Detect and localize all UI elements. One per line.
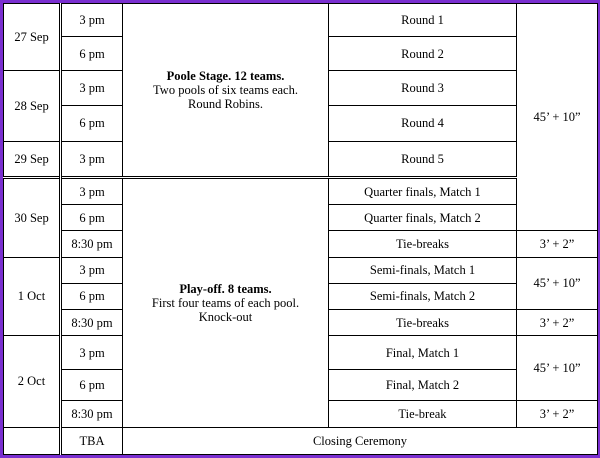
round-cell: Round 4 bbox=[329, 105, 517, 141]
closing-ceremony-cell: Closing Ceremony bbox=[123, 427, 598, 454]
time-cell: 3 pm bbox=[61, 71, 123, 105]
round-cell: Semi-finals, Match 2 bbox=[329, 283, 517, 309]
date-cell: 27 Sep bbox=[4, 4, 61, 71]
round-cell: Round 5 bbox=[329, 141, 517, 177]
date-cell: 29 Sep bbox=[4, 141, 61, 177]
time-cell: 6 pm bbox=[61, 370, 123, 400]
round-cell: Tie-break bbox=[329, 400, 517, 427]
time-cell: TBA bbox=[61, 427, 123, 454]
time-control-cell: 3’ + 2” bbox=[517, 231, 598, 257]
playoff-stage-title: Play-off. 8 teams. bbox=[179, 281, 272, 296]
table-row bbox=[4, 427, 598, 454]
time-cell: 3 pm bbox=[61, 336, 123, 370]
time-cell: 3 pm bbox=[61, 4, 123, 37]
date-cell: 1 Oct bbox=[4, 257, 61, 336]
time-cell: 6 pm bbox=[61, 283, 123, 309]
round-cell: Final, Match 2 bbox=[329, 370, 517, 400]
round-cell: Semi-finals, Match 1 bbox=[329, 257, 517, 283]
date-cell: 28 Sep bbox=[4, 71, 61, 141]
time-cell: 6 pm bbox=[61, 105, 123, 141]
playoff-stage-description bbox=[123, 178, 329, 428]
table-row bbox=[4, 178, 598, 205]
time-cell: 6 pm bbox=[61, 205, 123, 231]
table-row bbox=[4, 4, 598, 37]
time-cell: 8:30 pm bbox=[61, 231, 123, 257]
playoff-stage-line2: Knock-out bbox=[198, 309, 253, 324]
round-cell: Round 2 bbox=[329, 37, 517, 71]
round-cell: Round 3 bbox=[329, 71, 517, 105]
round-cell: Tie-breaks bbox=[329, 309, 517, 335]
round-cell: Round 1 bbox=[329, 4, 517, 37]
time-cell: 3 pm bbox=[61, 178, 123, 205]
time-control-cell: 45’ + 10” bbox=[517, 336, 598, 400]
time-cell: 8:30 pm bbox=[61, 309, 123, 335]
time-control-cell: 45’ + 10” bbox=[517, 257, 598, 309]
playoff-stage-line1: First four teams of each pool. bbox=[151, 295, 300, 310]
time-cell: 6 pm bbox=[61, 37, 123, 71]
round-cell: Final, Match 1 bbox=[329, 336, 517, 370]
round-cell: Tie-breaks bbox=[329, 231, 517, 257]
time-control-cell: 3’ + 2” bbox=[517, 400, 598, 427]
pool-stage-line2: Round Robins. bbox=[187, 97, 263, 112]
round-cell: Quarter finals, Match 2 bbox=[329, 205, 517, 231]
empty-date-cell bbox=[4, 427, 61, 454]
pool-stage-description bbox=[123, 4, 329, 178]
time-control-cell: 3’ + 2” bbox=[517, 309, 598, 335]
time-cell: 3 pm bbox=[61, 257, 123, 283]
time-control-cell: 45’ + 10” bbox=[517, 4, 598, 231]
pool-stage-title: Poole Stage. 12 teams. bbox=[166, 69, 285, 84]
time-cell: 3 pm bbox=[61, 141, 123, 177]
date-cell: 2 Oct bbox=[4, 336, 61, 428]
schedule-table bbox=[3, 3, 598, 455]
pool-stage-line1: Two pools of six teams each. bbox=[153, 83, 298, 98]
date-cell: 30 Sep bbox=[4, 178, 61, 258]
round-cell: Quarter finals, Match 1 bbox=[329, 178, 517, 205]
time-cell: 8:30 pm bbox=[61, 400, 123, 427]
